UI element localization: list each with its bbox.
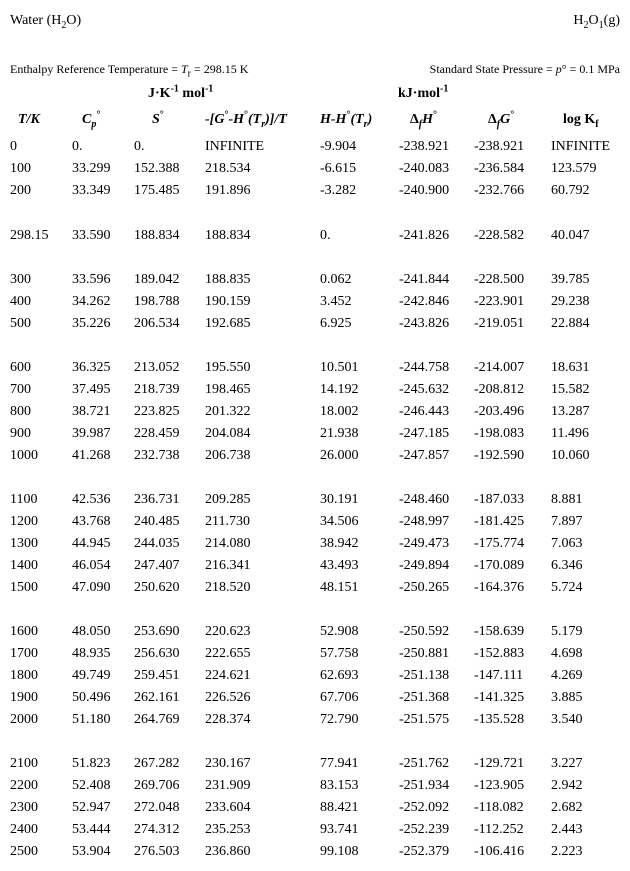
table-cell: 8.881 — [551, 492, 583, 507]
table-cell: 228.374 — [205, 712, 251, 727]
table-cell: 204.084 — [205, 426, 251, 441]
table-cell: 259.451 — [134, 668, 180, 683]
table-row — [0, 448, 630, 468]
table-cell: 233.604 — [205, 800, 251, 815]
table-cell: 49.749 — [72, 668, 111, 683]
table-cell: 33.299 — [72, 161, 111, 176]
table-cell: 2.443 — [551, 822, 583, 837]
table-cell: 500 — [10, 316, 31, 331]
table-cell: 33.596 — [72, 272, 111, 287]
table-cell: 2100 — [10, 756, 38, 771]
table-cell: 264.769 — [134, 712, 180, 727]
standard-state-pressure: Standard State Pressure = p° = 0.1 MPa — [429, 62, 620, 76]
table-cell: 230.167 — [205, 756, 251, 771]
table-cell: 218.520 — [205, 580, 251, 595]
table-cell: 256.630 — [134, 646, 180, 661]
table-cell: 53.444 — [72, 822, 111, 837]
table-cell: 298.15 — [10, 228, 49, 243]
table-cell: 267.282 — [134, 756, 180, 771]
table-cell: 53.904 — [72, 844, 111, 859]
table-cell: 400 — [10, 294, 31, 309]
table-cell: 600 — [10, 360, 31, 375]
table-cell: 1900 — [10, 690, 38, 705]
table-cell: -251.575 — [399, 712, 450, 727]
unit-label-j-per-k-mol: $J\cdot K^{-1}$ mol$^{-1}$ — [148, 83, 214, 101]
table-row — [0, 492, 630, 512]
table-cell: 222.655 — [205, 646, 251, 661]
header-heat-capacity: $C_p^\circ$ — [82, 109, 101, 130]
table-cell: 2400 — [10, 822, 38, 837]
table-cell: 38.721 — [72, 404, 111, 419]
table-cell: 33.590 — [72, 228, 111, 243]
table-cell: -203.496 — [474, 404, 525, 419]
table-cell: 0. — [134, 139, 145, 154]
table-cell: 198.465 — [205, 382, 251, 397]
table-cell: 47.090 — [72, 580, 111, 595]
table-cell: 35.226 — [72, 316, 111, 331]
table-cell: -141.325 — [474, 690, 525, 705]
table-cell: -252.239 — [399, 822, 450, 837]
table-cell: 44.945 — [72, 536, 111, 551]
table-cell: 1600 — [10, 624, 38, 639]
table-cell: 218.739 — [134, 382, 180, 397]
table-cell: -245.632 — [399, 382, 450, 397]
header-enthalpy-of-formation: $\Delta_fH^\circ$ — [410, 109, 438, 130]
table-row — [0, 580, 630, 600]
table-cell: -246.443 — [399, 404, 450, 419]
table-cell: 216.341 — [205, 558, 251, 573]
table-cell: 0 — [10, 139, 17, 154]
table-cell: 123.579 — [551, 161, 597, 176]
table-cell: 6.346 — [551, 558, 583, 573]
table-cell: -250.881 — [399, 646, 450, 661]
table-cell: 231.909 — [205, 778, 251, 793]
table-cell: -181.425 — [474, 514, 525, 529]
table-cell: -228.582 — [474, 228, 525, 243]
table-row — [0, 844, 630, 864]
table-cell: 189.042 — [134, 272, 180, 287]
table-cell: 34.262 — [72, 294, 111, 309]
table-cell: 99.108 — [320, 844, 359, 859]
table-cell: 62.693 — [320, 668, 359, 683]
table-cell: -247.185 — [399, 426, 450, 441]
table-cell: -240.083 — [399, 161, 450, 176]
table-cell: -241.844 — [399, 272, 450, 287]
table-cell: 0. — [320, 228, 331, 243]
table-cell: -238.921 — [474, 139, 525, 154]
table-cell: 6.925 — [320, 316, 352, 331]
table-cell: -249.473 — [399, 536, 450, 551]
table-cell: 2.942 — [551, 778, 583, 793]
table-cell: -106.416 — [474, 844, 525, 859]
table-cell: 244.035 — [134, 536, 180, 551]
table-cell: 2.682 — [551, 800, 583, 815]
table-row — [0, 800, 630, 820]
table-cell: 2300 — [10, 800, 38, 815]
table-cell: -112.252 — [474, 822, 524, 837]
table-cell: 1700 — [10, 646, 38, 661]
table-cell: 51.823 — [72, 756, 111, 771]
table-cell: 235.253 — [205, 822, 251, 837]
table-cell: -242.846 — [399, 294, 450, 309]
table-cell: 175.485 — [134, 183, 180, 198]
table-row — [0, 228, 630, 248]
table-cell: 18.002 — [320, 404, 359, 419]
table-row — [0, 382, 630, 402]
table-cell: 22.884 — [551, 316, 590, 331]
table-cell: 152.388 — [134, 161, 180, 176]
table-cell: -238.921 — [399, 139, 450, 154]
table-row — [0, 514, 630, 534]
table-cell: 276.503 — [134, 844, 180, 859]
header-log-kf: $\log K_f$ — [563, 112, 599, 130]
table-cell: 88.421 — [320, 800, 359, 815]
table-cell: 240.485 — [134, 514, 180, 529]
table-cell: 247.407 — [134, 558, 180, 573]
table-cell: -187.033 — [474, 492, 525, 507]
table-cell: 7.063 — [551, 536, 583, 551]
table-cell: 30.191 — [320, 492, 359, 507]
table-cell: -129.721 — [474, 756, 525, 771]
table-cell: 1500 — [10, 580, 38, 595]
table-cell: 900 — [10, 426, 31, 441]
table-cell: -250.592 — [399, 624, 450, 639]
table-cell: 206.738 — [205, 448, 251, 463]
table-cell: 33.349 — [72, 183, 111, 198]
table-cell: 700 — [10, 382, 31, 397]
table-row — [0, 360, 630, 380]
table-cell: 15.582 — [551, 382, 590, 397]
table-row — [0, 536, 630, 556]
enthalpy-reference-temperature: Enthalpy Reference Temperature = $T_r = 298.15$ K — [10, 62, 249, 80]
table-cell: 37.495 — [72, 382, 111, 397]
table-cell: -250.265 — [399, 580, 450, 595]
table-row — [0, 316, 630, 336]
table-cell: 224.621 — [205, 668, 251, 683]
table-row — [0, 822, 630, 842]
table-cell: 14.192 — [320, 382, 359, 397]
table-row — [0, 624, 630, 644]
table-cell: 40.047 — [551, 228, 590, 243]
table-cell: 10.501 — [320, 360, 359, 375]
table-cell: -243.826 — [399, 316, 450, 331]
table-row — [0, 272, 630, 292]
table-cell: 192.685 — [205, 316, 251, 331]
chemical-formula: $H_2O_1(g)$ — [573, 13, 620, 31]
table-cell: 274.312 — [134, 822, 180, 837]
table-cell: 52.408 — [72, 778, 111, 793]
table-cell: 50.496 — [72, 690, 111, 705]
table-cell: 41.268 — [72, 448, 111, 463]
table-cell: -252.092 — [399, 800, 450, 815]
table-cell: 60.792 — [551, 183, 590, 198]
table-cell: 48.050 — [72, 624, 111, 639]
table-row — [0, 426, 630, 446]
table-cell: -228.500 — [474, 272, 525, 287]
table-cell: 195.550 — [205, 360, 251, 375]
table-cell: 100 — [10, 161, 31, 176]
table-row — [0, 139, 630, 159]
table-cell: 43.493 — [320, 558, 359, 573]
table-cell: 26.000 — [320, 448, 359, 463]
table-cell: -236.584 — [474, 161, 525, 176]
table-cell: 250.620 — [134, 580, 180, 595]
table-cell: 0. — [72, 139, 83, 154]
table-row — [0, 778, 630, 798]
table-cell: 48.151 — [320, 580, 359, 595]
table-cell: 4.269 — [551, 668, 583, 683]
table-cell: 232.738 — [134, 448, 180, 463]
table-cell: 200 — [10, 183, 31, 198]
table-cell: 10.060 — [551, 448, 590, 463]
table-cell: 57.758 — [320, 646, 359, 661]
table-cell: 21.938 — [320, 426, 359, 441]
table-cell: -135.528 — [474, 712, 525, 727]
table-cell: 48.935 — [72, 646, 111, 661]
table-cell: 206.534 — [134, 316, 180, 331]
table-cell: 272.048 — [134, 800, 180, 815]
header-gibbs-energy-of-formation: $\Delta_fG^\circ$ — [488, 109, 515, 130]
table-cell: -223.901 — [474, 294, 525, 309]
table-cell: 236.731 — [134, 492, 180, 507]
table-cell: 93.741 — [320, 822, 359, 837]
header-temperature: T/K — [18, 112, 40, 127]
table-cell: 11.496 — [551, 426, 589, 441]
table-cell: -252.379 — [399, 844, 450, 859]
table-cell: 1100 — [10, 492, 38, 507]
table-cell: -123.905 — [474, 778, 525, 793]
table-cell: -248.460 — [399, 492, 450, 507]
table-cell: 269.706 — [134, 778, 180, 793]
table-cell: -251.934 — [399, 778, 450, 793]
table-cell: 39.785 — [551, 272, 590, 287]
table-cell: -198.083 — [474, 426, 525, 441]
header-entropy: S° — [152, 109, 164, 127]
table-cell: 18.631 — [551, 360, 590, 375]
table-cell: -244.758 — [399, 360, 450, 375]
table-cell: -152.883 — [474, 646, 525, 661]
table-row — [0, 756, 630, 776]
table-cell: 46.054 — [72, 558, 111, 573]
table-cell: 3.540 — [551, 712, 583, 727]
table-cell: 29.238 — [551, 294, 590, 309]
table-cell: -241.826 — [399, 228, 450, 243]
table-cell: 83.153 — [320, 778, 359, 793]
table-cell: 43.768 — [72, 514, 111, 529]
table-cell: 67.706 — [320, 690, 359, 705]
table-cell: 51.180 — [72, 712, 111, 727]
table-cell: 4.698 — [551, 646, 583, 661]
table-cell: 34.506 — [320, 514, 359, 529]
table-cell: 220.623 — [205, 624, 251, 639]
table-cell: 5.179 — [551, 624, 583, 639]
table-cell: 52.947 — [72, 800, 111, 815]
table-cell: 1400 — [10, 558, 38, 573]
table-cell: 201.322 — [205, 404, 251, 419]
table-cell: 191.896 — [205, 183, 251, 198]
table-cell: 198.788 — [134, 294, 180, 309]
table-cell: -6.615 — [320, 161, 357, 176]
table-cell: 1200 — [10, 514, 38, 529]
table-cell: 1800 — [10, 668, 38, 683]
table-cell: -248.997 — [399, 514, 450, 529]
table-cell: -219.051 — [474, 316, 525, 331]
table-cell: 38.942 — [320, 536, 359, 551]
table-cell: -192.590 — [474, 448, 525, 463]
table-cell: -118.082 — [474, 800, 524, 815]
table-cell: 800 — [10, 404, 31, 419]
table-cell: 188.835 — [205, 272, 251, 287]
substance-name: Water $(H_2O)$ — [10, 13, 82, 31]
table-row — [0, 404, 630, 424]
table-cell: INFINITE — [205, 139, 265, 154]
table-row — [0, 294, 630, 314]
table-cell: -232.766 — [474, 183, 525, 198]
table-cell: 72.790 — [320, 712, 359, 727]
table-cell: -240.900 — [399, 183, 450, 198]
table-cell: -175.774 — [474, 536, 525, 551]
table-cell: 262.161 — [134, 690, 180, 705]
table-cell: 226.526 — [205, 690, 251, 705]
table-cell: 300 — [10, 272, 31, 287]
table-cell: -251.138 — [399, 668, 450, 683]
table-cell: 211.730 — [205, 514, 250, 529]
table-cell: 1000 — [10, 448, 38, 463]
table-cell: -247.857 — [399, 448, 450, 463]
table-cell: 3.227 — [551, 756, 583, 771]
table-cell: -208.812 — [474, 382, 525, 397]
table-cell: 3.452 — [320, 294, 352, 309]
table-cell: 5.724 — [551, 580, 583, 595]
table-cell: 36.325 — [72, 360, 111, 375]
table-cell: 7.897 — [551, 514, 583, 529]
table-cell: -158.639 — [474, 624, 525, 639]
table-cell: -147.111 — [474, 668, 524, 683]
table-cell: 39.987 — [72, 426, 111, 441]
table-cell: 42.536 — [72, 492, 111, 507]
table-cell: 2000 — [10, 712, 38, 727]
table-cell: 2200 — [10, 778, 38, 793]
table-row — [0, 668, 630, 688]
table-cell: 2.223 — [551, 844, 583, 859]
table-cell: 214.080 — [205, 536, 251, 551]
table-row — [0, 646, 630, 666]
header-gibbs-function: $-[G^\circ-H^\circ(T_r)]/T$ — [205, 109, 287, 130]
table-cell: 223.825 — [134, 404, 180, 419]
unit-label-kj-per-mol: kJ·mol$^{-1}$ — [398, 83, 449, 101]
table-row — [0, 690, 630, 710]
table-cell: -249.894 — [399, 558, 450, 573]
table-cell: 13.287 — [551, 404, 590, 419]
table-cell: 0.062 — [320, 272, 352, 287]
table-cell: 1300 — [10, 536, 38, 551]
table-cell: 253.690 — [134, 624, 180, 639]
table-cell: -251.762 — [399, 756, 450, 771]
table-cell: 218.534 — [205, 161, 251, 176]
table-cell: 228.459 — [134, 426, 180, 441]
table-row — [0, 161, 630, 181]
table-row — [0, 712, 630, 732]
header-enthalpy-increment: $H-H^\circ(T_r)$ — [320, 109, 373, 130]
table-cell: -3.282 — [320, 183, 357, 198]
table-cell: 190.159 — [205, 294, 251, 309]
table-cell: 2500 — [10, 844, 38, 859]
table-cell: 77.941 — [320, 756, 359, 771]
table-row — [0, 558, 630, 578]
table-cell: -9.904 — [320, 139, 357, 154]
table-cell: 52.908 — [320, 624, 359, 639]
table-cell: -251.368 — [399, 690, 450, 705]
table-cell: -170.089 — [474, 558, 525, 573]
table-cell: 3.885 — [551, 690, 583, 705]
table-row — [0, 183, 630, 203]
table-cell: -164.376 — [474, 580, 525, 595]
table-cell: 188.834 — [205, 228, 251, 243]
table-cell: 236.860 — [205, 844, 251, 859]
table-cell: 213.052 — [134, 360, 180, 375]
table-cell: 209.285 — [205, 492, 251, 507]
table-cell: INFINITE — [551, 139, 611, 154]
table-cell: -214.007 — [474, 360, 525, 375]
table-cell: 188.834 — [134, 228, 180, 243]
